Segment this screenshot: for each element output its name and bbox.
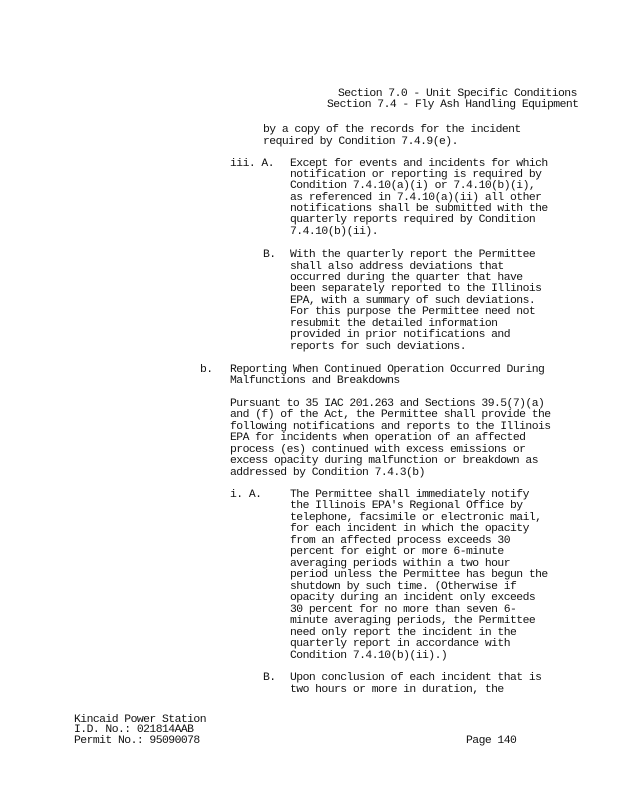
- body-line: shall also address deviations that: [290, 261, 504, 273]
- subheading: Malfunctions and Breakdowns: [230, 375, 400, 387]
- item-marker: iii. A.: [230, 158, 274, 170]
- section-heading: Section 7.0 - Unit Specific Conditions: [338, 88, 577, 100]
- body-line: quarterly report in accordance with: [290, 638, 510, 650]
- body-line: period unless the Permittee has begun the: [290, 569, 548, 581]
- page-number: Page 140: [466, 735, 517, 747]
- body-line: Condition 7.4.10(a)(i) or 7.4.10(b)(i),: [290, 180, 536, 192]
- body-line: two hours or more in duration, the: [290, 684, 504, 696]
- body-line: percent for eight or more 6-minute: [290, 546, 504, 558]
- item-marker: B.: [263, 249, 276, 261]
- footer-id-number: I.D. No.: 021814AAB: [74, 724, 194, 736]
- body-line: With the quarterly report the Permittee: [290, 249, 536, 261]
- item-marker: b.: [200, 364, 213, 376]
- body-line: EPA for incidents when operation of an affected: [230, 432, 526, 444]
- body-line: Except for events and incidents for which: [290, 158, 548, 170]
- body-line: need only report the incident in the: [290, 627, 517, 639]
- subsection-heading: Section 7.4 - Fly Ash Handling Equipment: [327, 99, 579, 111]
- footer-permit-number: Permit No.: 95090078: [74, 735, 200, 747]
- body-line: provided in prior notifications and: [290, 329, 510, 341]
- body-line: notification or reporting is required by: [290, 169, 542, 181]
- body-line: from an affected process exceeds 30: [290, 535, 510, 547]
- body-line: The Permittee shall immediately notify: [290, 489, 529, 501]
- body-line: Pursuant to 35 IAC 201.263 and Sections 39.5(7)(a): [230, 398, 545, 410]
- body-line: 30 percent for no more than seven 6-: [290, 604, 517, 616]
- body-line: the Illinois EPA's Regional Office by: [290, 500, 523, 512]
- body-line: shutdown by such time. (Otherwise if: [290, 581, 517, 593]
- body-line: and (f) of the Act, the Permittee shall provide the: [230, 409, 551, 421]
- body-line: minute averaging periods, the Permittee: [290, 615, 536, 627]
- body-line: following notifications and reports to the Illinois: [230, 421, 551, 433]
- body-line: reports for such deviations.: [290, 341, 466, 353]
- body-line: telephone, facsimile or electronic mail,: [290, 512, 542, 524]
- body-line: Condition 7.4.10(b)(ii).): [290, 650, 448, 662]
- body-line: resubmit the detailed information: [290, 318, 498, 330]
- body-line: averaging periods within a two hour: [290, 558, 510, 570]
- body-line: notifications shall be submitted with the: [290, 203, 548, 215]
- body-line: as referenced in 7.4.10(a)(ii) all other: [290, 192, 542, 204]
- body-line: for each incident in which the opacity: [290, 523, 529, 535]
- body-line: 7.4.10(b)(ii).: [290, 226, 378, 238]
- body-line: process (es) continued with excess emissions or: [230, 444, 526, 456]
- body-line: by a copy of the records for the incident: [263, 124, 521, 136]
- item-marker: i. A.: [230, 489, 262, 501]
- body-line: quarterly reports required by Condition: [290, 214, 536, 226]
- body-line: excess opacity during malfunction or breakdown as: [230, 455, 538, 467]
- body-line: been separately reported to the Illinois: [290, 283, 542, 295]
- item-marker: B.: [263, 672, 276, 684]
- footer-facility: Kincaid Power Station: [74, 714, 206, 726]
- body-line: Upon conclusion of each incident that is: [290, 672, 542, 684]
- subheading: Reporting When Continued Operation Occurred During: [230, 364, 545, 376]
- body-line: For this purpose the Permittee need not: [290, 306, 536, 318]
- body-line: required by Condition 7.4.9(e).: [263, 136, 458, 148]
- body-line: EPA, with a summary of such deviations.: [290, 295, 536, 307]
- body-line: occurred during the quarter that have: [290, 272, 523, 284]
- body-line: opacity during an incident only exceeds: [290, 592, 536, 604]
- body-line: addressed by Condition 7.4.3(b): [230, 467, 425, 479]
